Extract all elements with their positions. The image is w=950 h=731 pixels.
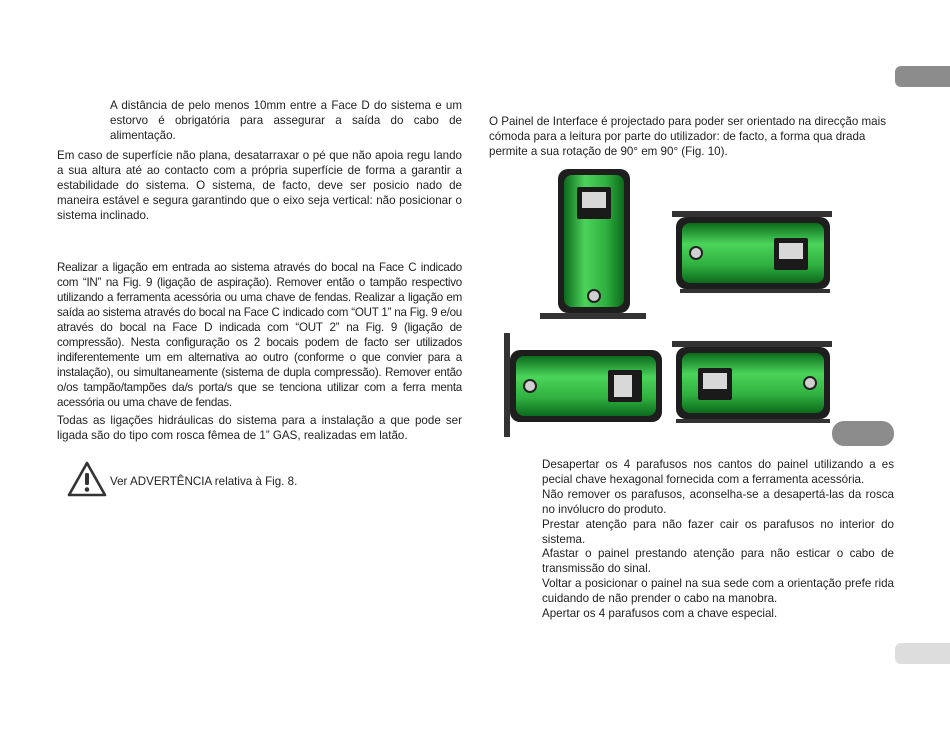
interface-panel-intro: O Painel de Interface é projectado para poder ser orientado na direcção mais cómoda para a leitura por parte do utilizador: de facto, a forma qua drada permite a sua rotação de 90° em 90° (Fig. 10). (489, 115, 887, 158)
step-4: Afastar o painel prestando atenção para não esticar o cabo de transmissão do sinal. (542, 547, 894, 575)
figure-10-panel-orientations (500, 165, 900, 445)
paragraph-uneven-surface: Em caso de superfície não plana, desatarraxar o pé que não apoia regu lando a sua altura até ao contacto com a própria superfície de forma a garantir a estabilidade do sistema. O sistema, de facto, deve ser posicio nado de maneira estável e segura garantindo que o eixo seja vertical: não posicionar o sistema inclinado. (57, 149, 462, 222)
paragraph-hydraulic-fittings: Todas as ligações hidráulicas do sistema para a instalação a que pode ser ligada são do tipo com rosca fêmea de 1” GAS, realizadas em latão. (57, 414, 462, 442)
paragraph-hydraulic-connection: Realizar a ligação em entrada ao sistema através do bocal na Face C indicado com “IN” na Fig. 9 (ligação de aspiração). Remover então o tampão respectivo utilizando a ferramenta acessória ou uma chave de fendas. Realizar a ligação em saída ao sistema através do bocal na Face C indicado com “OUT 1” na Fig. 9 e/ou através do bocal na Face D indicada com “OUT 2” na Fig. 9 (ligação de compressão). Nesta configuração os 2 bocais podem de facto ser utilizados indiferentemente um em alternativa ao outro (conforme o que convier para a instalação), ou simultaneamente (sistema de dupla compressão). Remover então o/os tampão/tampões da/s porta/s que se tenciona utilizar com a ferra menta acessória ou uma chave de fendas. (57, 261, 462, 409)
step-3: Prestar atenção para não fazer cair os parafusos no interior do sistema. (542, 518, 894, 546)
step-1: Desapertar os 4 parafusos nos cantos do painel utilizando a es pecial chave hexagonal fornecida com a ferramenta acessória. (542, 458, 894, 486)
pump-horizontal-wall (504, 333, 662, 437)
indented-note: A distância de pelo menos 10mm entre a Face D do sistema e um estorvo é obrigatória para assegurar a saída do cabo de alimentação. (110, 99, 462, 142)
pump-vertical (540, 169, 646, 319)
pump-horizontal-top (672, 211, 832, 293)
warning-text: Ver ADVERTÊNCIA relativa à Fig. 8. (110, 475, 298, 488)
pump-horizontal-bottom (672, 341, 832, 423)
warning-triangle-icon (67, 461, 107, 502)
chapter-tab-dark (895, 66, 950, 87)
figure-label-badge (832, 421, 894, 446)
step-2: Não remover os parafusos, aconselha-se a desapertá-las da rosca no invólucro do produto. (542, 488, 894, 516)
chapter-tab-light (895, 643, 950, 664)
step-5: Voltar a posicionar o painel na sua sede com a orientação prefe rida cuidando de não prender o cabo na manobra. (542, 577, 894, 605)
step-6: Apertar os 4 parafusos com a chave especial. (542, 607, 778, 620)
